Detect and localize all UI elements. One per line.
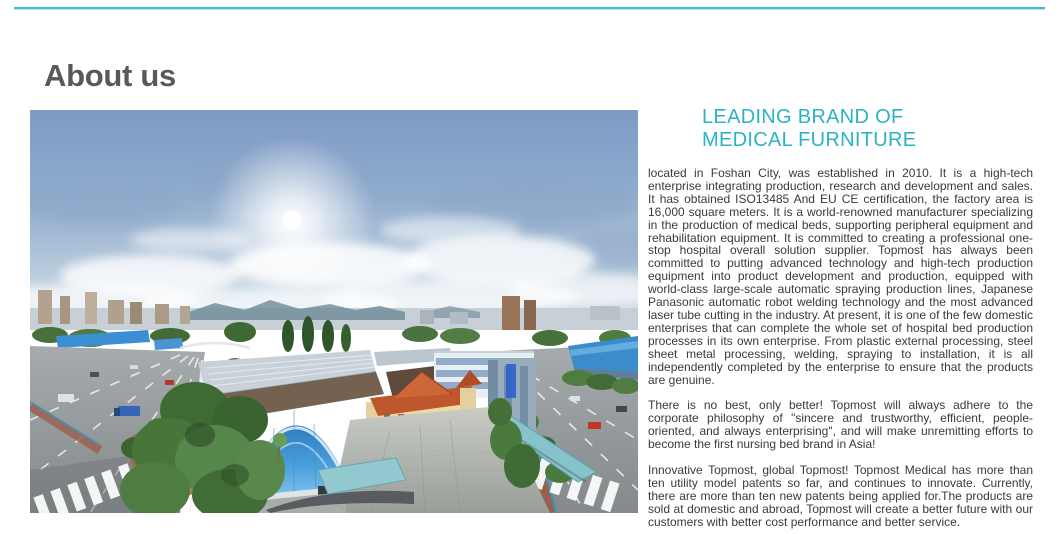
- about-text-column: [648, 106, 1033, 529]
- about-paragraph: located in Foshan City, was established in 2010. It is a high-tech enterprise integrating production, research and development and sales. It has obtained ISO13485 And EU CE certification, the factory area is 16,000 square meters. It is a world-renowned manufacturer specializing in the production of medical beds, supporting peripheral equipment and rehabilitation equipment. It is committed to creating a professional one-stop hospital overall solution supplier. Topmost has always been committed to putting advanced technology and high-tech production equipment into product development and production, equipped with world-class large-scale automatic spraying production lines, Japanese Panasonic automatic robot welding technology and the most advanced laser tube cutting in the industry. At present, it is one of the few domestic enterprises that can complete the whole set of hospital bed production processes in its own enterprise. From plastic external processing, steel sheet metal processing, welding, spraying to installation, it is all independently completed by the enterprise to ensure that the products are genuine.: [648, 166, 1033, 387]
- factory-panorama-illustration: [30, 110, 638, 513]
- about-photo: [30, 110, 638, 513]
- page-title: About us: [44, 57, 176, 93]
- about-paragraph: Innovative Topmost, global Topmost! Topmost Medical has more than ten utility model patents so far, and continues to innovate. Currently, there are more than ten new patents being applied for.The products are sold at domestic and abroad, Topmost will create a better future with our customers with better cost performance and better service.: [648, 463, 1033, 529]
- section-heading: [648, 106, 1033, 152]
- section-heading-line2: MEDICAL FURNITURE: [702, 129, 917, 151]
- section-heading-line1: LEADING BRAND OF: [702, 106, 904, 128]
- top-divider-line: [14, 7, 1045, 9]
- about-paragraph: There is no best, only better! Topmost will always adhere to the corporate philosophy of "sincere and trustworthy, efficient, people-oriented, and always enterprising", and will make unremitting efforts to become the first nursing bed brand in Asia!: [648, 398, 1033, 452]
